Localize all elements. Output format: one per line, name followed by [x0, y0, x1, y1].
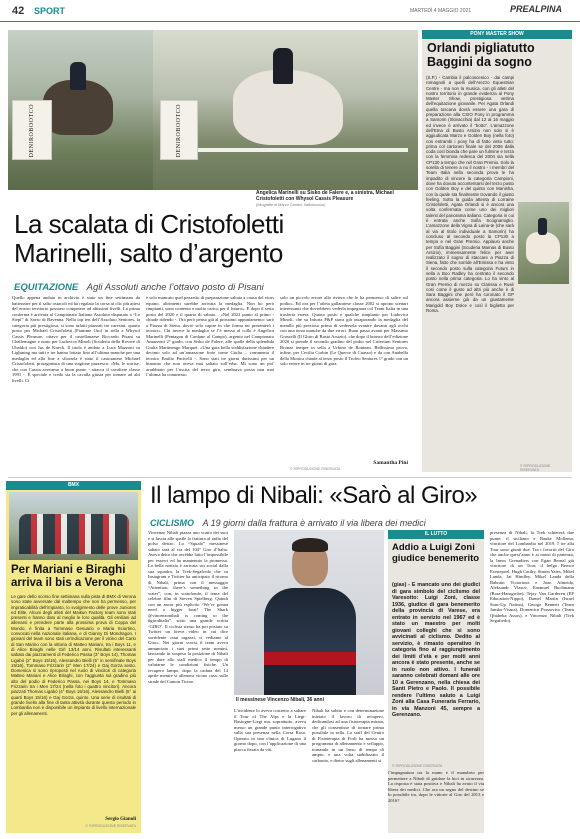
- headline-line-1: La scalata di Cristofoletti: [14, 209, 284, 239]
- sponsor-text: DENIROBOOTCO: [176, 104, 182, 158]
- pony-text: (S.P.) - Cambia il palcoscenico - dai campi romagnoli a quelli dell’Arezzo Equestrian Centre - ma non la musica, con gli atleti del nostro territorio in grande evidenza al Pony Master Show, prestigiosa vetrina dell’equitazione giovanile. Per Agata Orlandi quella toscana dovrà essere una gara di preparazione alla CSIO Pony in programma a Samorin (Slovacchia) dal 12 al 16 maggio ed invece è arrivato il “botto”. L’amazzone dell’Etna di Busto Arsizio non solo si è aggiudicata Marzo e Golden Boy (nella foto) con entrambi i pony ha di fatto vinto tutto: prima col cartonen finale se del 2006 dalla coda così bionda che pare un fulmine e terza con la femmina redesca del 2004 sia nella CP130 a tempo che nel Gran Premio. Solo la sorella di tenere a no il nostro - i membri del Team Italia nella seconda prova le ha impadito di vincere la categoria Campioni, dove ha dovuto accontentarsi del terzo posto con Golden Boy e del quinto con Manisha, con la quale sta finalmente trovando il giusto feeling. Sotto la guida attenta di Lorraine Cristofoletti, Agata Orlandi si è ancora una volta confermata come uno dei migliori talenti del panorama italiano. Categoria in cui è entrata anche Sofia Scognamiglio. L’amazzone della Vigna di Laina-te (che sarà al via al titolo individuale a Samorin) ha concluso al secondo posto la CP130 a tempo e nel Gran Premio. Applausi anche per Sofia Baggini (Scuderia Mamas di Busto Arsizio), immensamente felice per aver realizzato il sogno di staccare a Piazza di Siena, fatto che sorride all’Emissa e ha vinto il secondo posto sulla categoria Futurs in sella a Boo Radley ha centrato il secondo posto nella prima categoria. Lo ha vinto al Gran Premio di mezzo su Clarissa e Rusè così come il gusto ad altri più anche è di Sara Baggini che però ha coronato il GP ancora assieme già da un giustamente Marigold Boy Dolce e così il biglietto per Roma.: [426, 75, 514, 314]
- rider-silhouette: [538, 218, 547, 235]
- article1-column-3: solo un piccolo errore alla riviera che le ha permesso di salire sul podio». Ed ora per l’atleta gallaratese classe 2002 si aprono scenari interessanti che dovrebbero vederla impegnata col Team Italia in una trasferta estera. Quarto posto e qualche rimpianto per Ludovica Minoli, che su Infuria P&P stava già assaporando la medaglia del metallo più prezioso prima di vedersela svanire davanti agli occhi con una terza manche da due errori. Buon passo avanti per Massimo Grasselli (Il Ghiro di Busto Arsizio), che dopo il bronzo dell’edizione 2020 si prende il secondo gradino del podio nel Criterium Seniores Bronze tempre in sella a Urbino de Bouteau. Bellissima prova, infine, per Cecilia Corbin (Le Querce di Cuasso) e da con Anabella della Monica chiude al terzo posto il Trofeo Seniores 1° grado con un solo errore in tre giorni di gara.: [280, 295, 408, 366]
- pony-photo: [518, 202, 569, 284]
- caption-text: Angelica Marinelli su Sisko de Falere e, a sinistra, Michael Cristofoletti con Whysol Cassis Pleasure: [256, 190, 394, 202]
- zoni-tag: IL LUTTO: [388, 530, 484, 539]
- rider-silhouette: [70, 62, 86, 90]
- hair: [292, 538, 328, 552]
- zoni-copyright: © RIPRODUZIONE RISERVATA: [392, 764, 443, 768]
- headline-line-2: Marinelli, salto d’argento: [14, 238, 283, 268]
- article2-column-4: Nibali ha subito e con determinazione iniziato il lavoro di recupero, dedicandosi ad una fisioterapia mirata, che gli consentisse di tornare prima possibile in sella. Lo staff del Centro di Fisioterapia di Forlì ha messo un programma di allenamento e sviluppo, tornando in un lasso di tempo di ampio, e una volta stabilizzato il carbonio, e dietro sugli allenamenti si: [312, 708, 384, 763]
- page-number: 42: [12, 5, 25, 17]
- subhead-text: A 19 giorni dalla frattura è arrivato il via libera dei medici: [202, 518, 426, 528]
- pony-silhouette: [526, 232, 560, 264]
- pony-tag: PONY MASTER SHOW: [422, 30, 572, 39]
- nibali-photo: [234, 530, 384, 695]
- pony-headline: Orlandi pigliatutto Baggini da sogno: [427, 41, 535, 69]
- article2-headline: Il lampo di Nibali: «Sarò al Giro»: [150, 482, 478, 509]
- article1-subhead: [14, 277, 419, 295]
- article2-column-3: L’incidente lo aveva costretto a saltare il Tour of The Alps e la Liegi-Bastogne-Liegi ma, soprattutto, aveva messo un grande punto interrogativo sulla sua presenza nella Corsa Rosa. Operato in una clinica di Lugano il giorno dopo, con l’applicazione di una placca fissata da viti,: [234, 708, 306, 752]
- photo-credit: (fotografie di Marco Cantini, Valbonuccio): [256, 203, 326, 207]
- kicker: EQUITAZIONE: [14, 282, 79, 293]
- subhead-text: Agli Assoluti anche l’ottavo posto di Pisani: [86, 282, 264, 293]
- bmx-headline: Per Mariani e Biraghi arriva il bis a Verona: [11, 564, 126, 589]
- sponsor-banner-left: [12, 100, 52, 160]
- brand-logo: PREALPINA: [510, 4, 563, 14]
- article1-author: Samantha Pini: [373, 460, 408, 466]
- bmx-author: Sergio Gianoli: [105, 817, 136, 822]
- riders-group: [19, 514, 129, 554]
- article2-column-1: Vincenzo Nibali piazza uno scatto dei suoi e si lascia alle spalle la frattura al radio del polso destro. Lo “Squalo” messinese sabato sarà al via del 104° Giro d’Italia. Aveva detto che avrebbe fatto l’impossibile per esserci ed ha mantenuto la promessa. La bella notizia è arrivata sui social dalla sua squadra, la Trek-Segafredo che su Instagram e Twitter ha anticipato il ritorno di Nibali, prima con il messaggio “Attention, there’s something in the water”, con, in sottofondo, il tema del celebre film di Steven Spielberg. Quindi con un ancor più esplicito “We’re gonna need a bigger boat! The Shark @vincenzonibali is coming to the #giroditalia”, sotto una grande scritta ‘GIRO’. Il ciclista stesso ha poi postato su Twitter un breve video in cui dice sorridente «stai ragazzi, ci vediamo al Giro». Nei giorni scorsi il team aveva annunciato i suoi primi sette nomini, lasciando in sospeso la posizione di Nibali per dare allo staff medico il tempo di valutarne le condizioni fisiche. Un recupero lampo, dopo la caduta del 14 aprile mentre si allenava vicino casa, sulle strade del Canton Ticino.: [148, 530, 228, 684]
- pony-copyright: © RIPRODUZIONE RISERVATA: [520, 464, 551, 472]
- article1-copyright: © RIPRODUZIONE RISERVATA: [290, 467, 341, 471]
- article2-column-6: presenza di Nibali, la Trek schiererà due punte: il siciliano e Bauke Mollema, vincitore del Lombardia nel 2019. I tre alla Tour sono giunti due. Tra i favoriti del Giro che anche quest’anno è ai nastri di partenza, la Ineos Grenadiers con Egan Bernal già vincitore di un Tour, il belga Remco Evenepoel, Hugh Carthy, Simon Yates, Mikel Landa, Jai Hindley, Mikel Landa della Bahrain Victorious e Joao Almeida, Aleksandr Vlasov, Emanuel Buchmann (Bora-Hansgrohe), Tejay Van Garderen (EF Education-Nippo), Daniel Martin (Israel Start-Up Nation), George Bennett (Team Jumbo-Visma), Domenico Pozzovivo (Team Qhubeka Assos), e Vincenzo Nibali (Trek Segafredo).: [490, 530, 574, 623]
- section-divider: [8, 477, 572, 478]
- article1-headline: [14, 210, 419, 268]
- sponsor-banner-right: [160, 100, 198, 160]
- nibali-caption: Il messinese Vincenzo Nibali, 36 anni: [236, 697, 324, 703]
- bmx-copyright: © RIPRODUZIONE RISERVATA: [85, 824, 136, 828]
- article2-column-5: l’impugnatura tra la mano e il manubrio per permettere a Nibali di guidare la bici in sicurezza. La risposta è stata positiva e Nibali ha avuto il via libera dei medici. Che ora un segno del destino se lo possibile tra, dopo le vittorie al Giro del 2013 e 2016?: [388, 770, 484, 803]
- article2-subhead: [150, 513, 575, 531]
- bmx-text: Le gare dello scorso fine settimana sulla pista di BMX di Verona sono state avversate dal maltempo che non ha permesso, per impraticabilità dell’impianto, lo svolgimento delle prove Juniores ed Elite. Alcuni degli atleti del Maikun Factory team sono stati presenti e hanno dato al meglio le loro qualità. Gli emiliani ad allenarsi e prendere parte alla prossima prova di Coppa del Mondo, è finita a Tommaso Gesuario e Maria Sciortino, convocati nella nazionale italiana, e di Gianny Di Mondragon. I giovani del team sono stati un’indicazione per il vicino del Carlo di San Marino con la vittoria di Matteo Mariani, tra i Boys 11, e di Alice Biraghi nelle Girl 13/14 anni. Risultati interessanti sabato dai piazzamenti di Federico Passa (3° Boys 14), Thomas Ligabò (2° Boys 15/16), Alessandro Bielli (5° in semifinale Boys 15/16), Tommaso Frizzarin (2° Men 17/24) e Gaj Gorza sesto. Domenica si sono riproposti nel ruolo di vincitori di categoria Matteo Mariani e Alice Biraghi, con l’aggiunta sul gradino più alto del podio di Federico Passa, nei Boys 14, e Tommaso Frizzarin tra i Men 17/24 (nella foto i quattro vincitori). Ancora piazzati Thomas Ligabò (4° Boys 15/16), Alessandro Bielli (5° ai quarti Boys 15/16) e Gaj Gorza, quinto. Una serie di risultati di grande livello alla fine di tanta attività durante questo periodo in Lombardia non è disponibile un impianto di livello internazionale per gli allenamenti.: [11, 594, 136, 716]
- kicker: CICLISMO: [150, 518, 194, 528]
- article1-column-2: è solo mancato quel pezzetto di preparazione saltata a causa del virus equino, altrimenti sarebbe arrivata la medaglia. Non ho però rimpianti, sono contento e molto carico per il futuro». E dopo il sesto posto del 2020 e il quarto di sabato... «Nel 2022 punto al primo - chiude ridendo -. Ora però penso già al prossimo appuntamento: sarò a Piazza di Siena, dovrò solo capire in che forma mi presenterò i tecnici». Chi invece la medaglia se l’è messa al collo è Angelica Marinelli (Pentagon di Cardano al Campo), argento nel Campionato Amazzoni 2° grado, con Sisko de Falere, alle spalle della splendida Giulia Martinengo Marquet. «Una gara bella soddisfazione chiudere decimo solo ad un’amazzone forte come Giulia – commenta il tecnico Emilio Puricelli -. Sono stati tre giorni durissimi per un binomio che non aveva mai saltato sull’erba. Mi sono un poi' arrabbiato per l’uscita del terzo giro, sembrava possa non mai l’ultima ha commesso: [146, 295, 274, 377]
- bmx-tag: BMX: [6, 481, 141, 490]
- page-header: [0, 0, 580, 22]
- zoni-text: (gias) - È mancato uno dei giudici di gara simbolo del ciclismo del Varesotto: Luigi Zoni, classe 1936, giudice di gara benemerito della provincia di Varese, era entrato in servizio nel 1967 ed è stato un maestro per molti giovani colleghi che si sono avvicinati al ciclismo. Dedito al servizio, è rimasto operativo in categoria fino al raggiungimento dei limiti d’età e per molti anni ancora è stato presente, anche se in ruolo non attivo. I funerali saranno celebrati domani alle ore 10 a Gerenzano, nella chiesa dei Santi Pietro e Paolo. Il possibile rendere l’ultimo saluto a Luigi Zoni alla Casa Funeraria Ferrario, in via Manzoni 45, sempre a Gerenzano.: [392, 582, 480, 718]
- jersey: [264, 588, 356, 695]
- bmx-photo: [9, 492, 138, 560]
- section-name: SPORT: [34, 6, 66, 16]
- rider-silhouette: [273, 48, 293, 84]
- zoni-headline: Addio a Luigi Zoni giudice benemerito: [392, 542, 480, 564]
- sponsor-text: DENIROBOOTCO: [29, 104, 35, 158]
- fence: [163, 148, 408, 152]
- page-date: MARTEDÌ 4 MAGGIO 2021: [410, 8, 472, 14]
- article1-column-1: Quello appena andato in archivio è stato un fine settimana da battezzare per il salto ostacoli ed ha regalato la corsa ai clic più attesi del nostro territorio possono competere ad altissimi livelli. La prima conferma è arrivata al Campionato Italiano Assoluto disputato a “Le Siepi” di Savio di Ravenna. Nella top ten dell’Assoluto Seniores, la categoria più prestigiosa, si sono infatti piazzati tre varesini: quarto posto per Michael Cristofoletti (Fiamme Oro) in sella a Whysol Cassis Pleasure, ottavo per il castellanzese Riccardo Pisani su Chatlemagne e nono per Ludovica Minoli (Scuderia della Rovere di Ubaldo) con Jus de Kneck. Il titolo è andato a Luca Mazzoni su Lightning ma tutti e tre hanno lottato fino all’ultima manche per una medaglia ed alla fine a sfiorarla è stato il castoranese Michael Cristofoletti, protagonista di una stagione pazzesca: «Ma, le sorrise, che con Cassia avevamo a buon punto - attacca il cavaliere classe 1991 -. È speciale e credo sia la cavalla giusta per tornare ad alti livelli. Ci: [12, 295, 140, 383]
- main-photo-caption: [256, 190, 416, 207]
- bmx-box: [6, 481, 141, 833]
- pony-box: [422, 30, 572, 472]
